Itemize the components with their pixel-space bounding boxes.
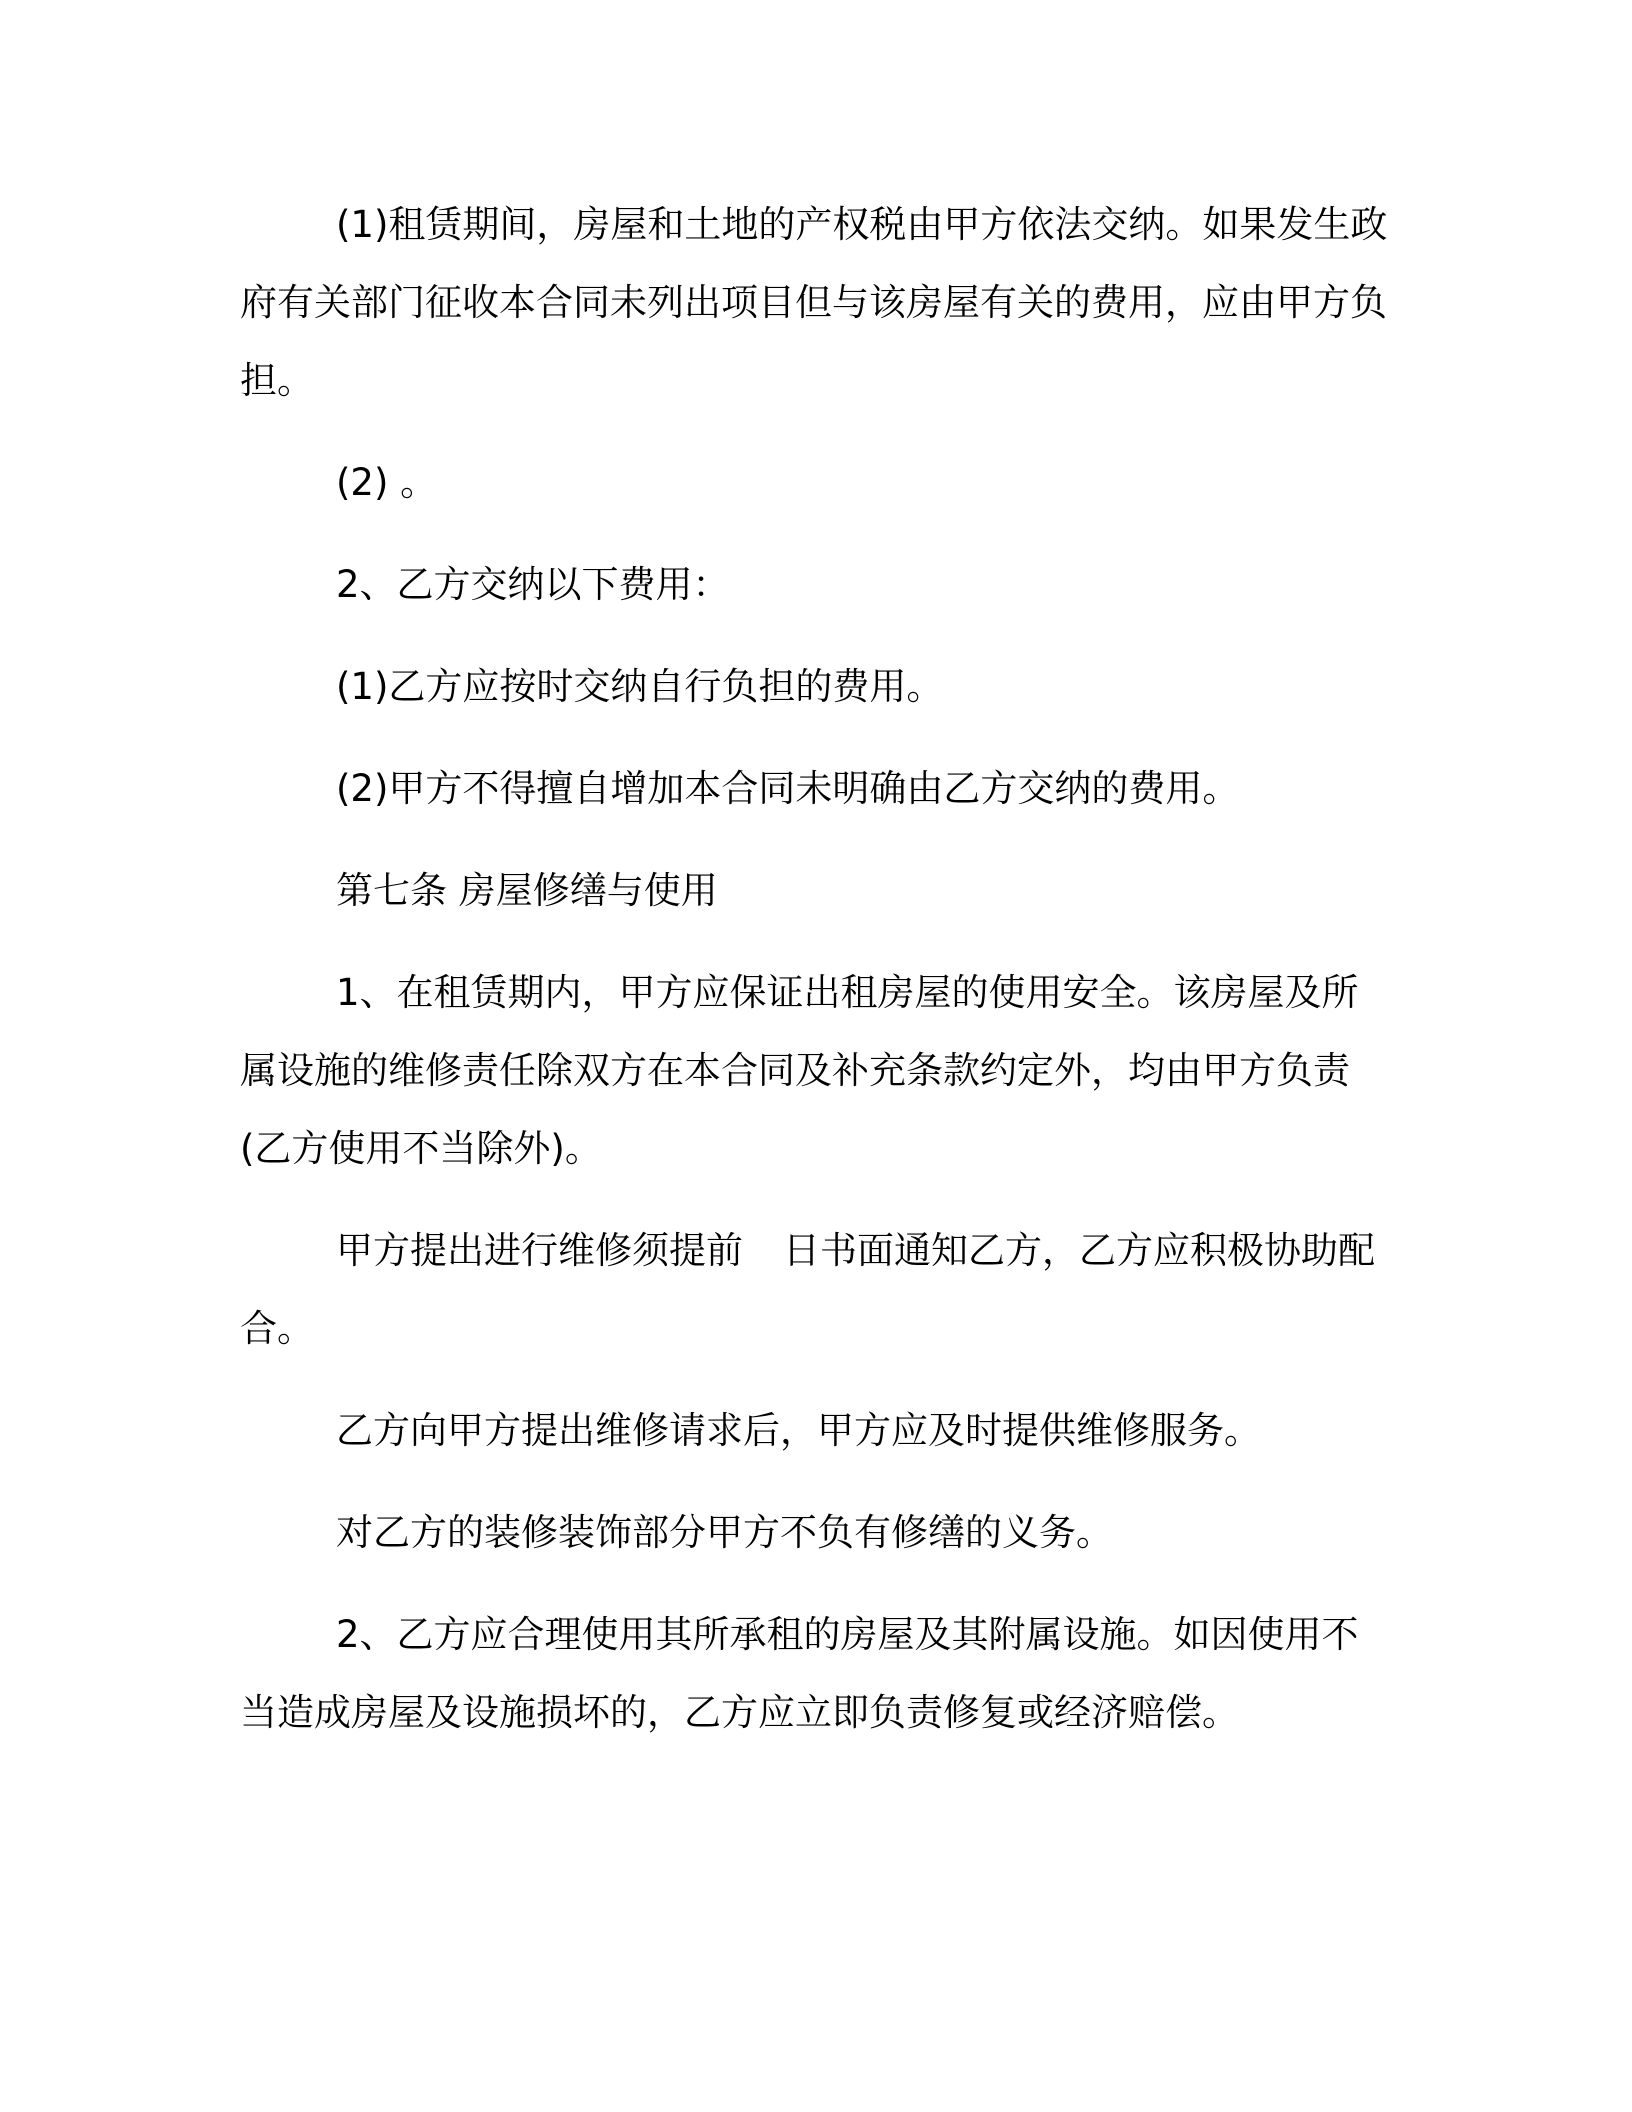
document-page bbox=[240, 186, 1390, 1776]
repair-notice-after-blank: 日书面通知乙方，乙方应积极协助配合。 bbox=[240, 1229, 1375, 1350]
paragraph-property-tax: (1)租赁期间，房屋和土地的产权税由甲方依法交纳。如果发生政府有关部门征收本合同未列出项目但与该房屋有关的费用，应由甲方负担。 bbox=[240, 203, 1388, 402]
repair-notice-before-blank: 甲方提出进行维修须提前 bbox=[336, 1229, 743, 1272]
paragraph-reasonable-use: 2、乙方应合理使用其所承租的房屋及其附属设施。如因使用不当造成房屋及设施损坏的，乙方应立即负责修复或经济赔偿。 bbox=[240, 1613, 1359, 1734]
article-7-heading: 第七条 房屋修缮与使用 bbox=[336, 869, 718, 912]
paragraph-repair-notice bbox=[240, 1212, 1390, 1368]
paragraph-tenant-fees-heading: 2、乙方交纳以下费用： bbox=[336, 563, 730, 606]
paragraph-repair-responsibility: 1、在租赁期内，甲方应保证出租房屋的使用安全。该房屋及所属设施的维修责任除双方在本合同及补充条款约定外，均由甲方负责(乙方使用不当除外)。 bbox=[240, 971, 1359, 1170]
paragraph-repair-request: 乙方向甲方提出维修请求后，甲方应及时提供维修服务。 bbox=[336, 1409, 1261, 1452]
paragraph-item-2-blank: (2) 。 bbox=[336, 461, 438, 504]
paragraph-decoration-repair: 对乙方的装修装饰部分甲方不负有修缮的义务。 bbox=[336, 1511, 1113, 1554]
paragraph-tenant-pay-on-time: (1)乙方应按时交纳自行负担的费用。 bbox=[336, 665, 944, 708]
paragraph-no-extra-fees: (2)甲方不得擅自增加本合同未明确由乙方交纳的费用。 bbox=[336, 767, 1240, 810]
